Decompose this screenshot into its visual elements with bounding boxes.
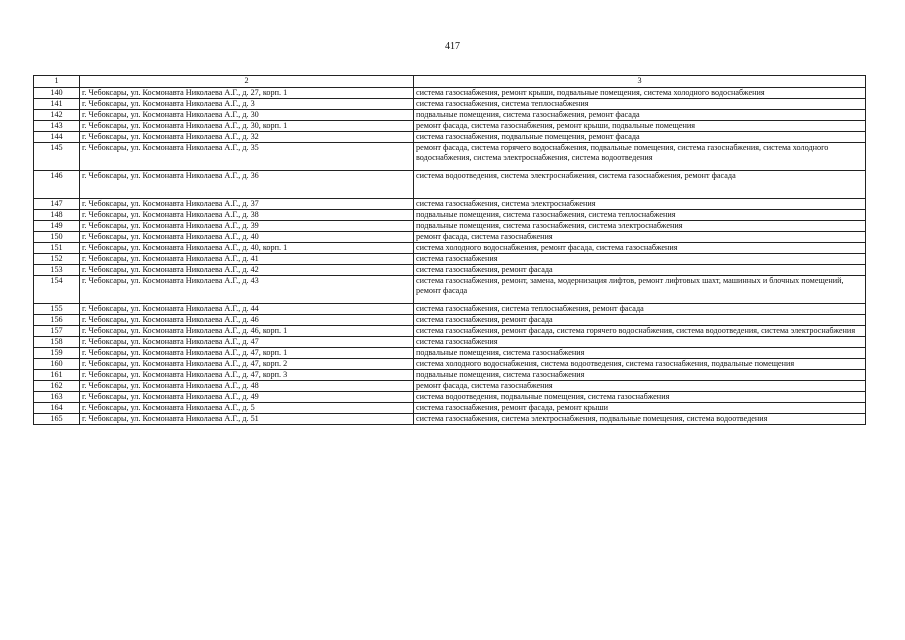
column-header-works: 3 (414, 76, 866, 88)
row-works-cell: ремонт фасада, система газоснабжения, ремонт крыши, подвальные помещения (414, 121, 866, 132)
row-works-cell: система холодного водоснабжения, ремонт фасада, система газоснабжения (414, 243, 866, 254)
row-works-cell: подвальные помещения, система газоснабжения (414, 348, 866, 359)
table-row (34, 171, 866, 199)
row-works-cell: система газоснабжения, система электроснабжения, подвальные помещения, система водоотведения (414, 414, 866, 425)
row-number-cell: 145 (34, 143, 80, 171)
row-number-cell: 152 (34, 254, 80, 265)
row-works-cell: система газоснабжения, система теплоснабжения, ремонт фасада (414, 304, 866, 315)
row-address-cell: г. Чебоксары, ул. Космонавта Николаева А.Г., д. 30, корп. 1 (80, 121, 414, 132)
row-works-cell: подвальные помещения, система газоснабжения, система электроснабжения (414, 221, 866, 232)
row-works-cell: система водоотведения, система электроснабжения, система газоснабжения, ремонт фасада (414, 171, 866, 199)
row-works-cell: система газоснабжения, ремонт фасада, ремонт крыши (414, 403, 866, 414)
row-number-cell: 155 (34, 304, 80, 315)
row-address-cell: г. Чебоксары, ул. Космонавта Николаева А.Г., д. 42 (80, 265, 414, 276)
row-works-cell: система газоснабжения, система электроснабжения (414, 199, 866, 210)
row-number-cell: 144 (34, 132, 80, 143)
row-number-cell: 150 (34, 232, 80, 243)
row-works-cell: система газоснабжения, ремонт фасада (414, 265, 866, 276)
table-row (34, 121, 866, 132)
row-address-cell: г. Чебоксары, ул. Космонавта Николаева А.Г., д. 5 (80, 403, 414, 414)
row-number-cell: 159 (34, 348, 80, 359)
row-address-cell: г. Чебоксары, ул. Космонавта Николаева А.Г., д. 43 (80, 276, 414, 304)
column-header-address: 2 (80, 76, 414, 88)
row-address-cell: г. Чебоксары, ул. Космонавта Николаева А.Г., д. 49 (80, 392, 414, 403)
table-row (34, 348, 866, 359)
row-works-cell: система газоснабжения (414, 337, 866, 348)
row-works-cell: система газоснабжения, ремонт, замена, модернизация лифтов, ремонт лифтовых шахт, машинных и блочных помещений, ремонт фасада (414, 276, 866, 304)
row-number-cell: 142 (34, 110, 80, 121)
row-address-cell: г. Чебоксары, ул. Космонавта Николаева А.Г., д. 36 (80, 171, 414, 199)
row-address-cell: г. Чебоксары, ул. Космонавта Николаева А.Г., д. 44 (80, 304, 414, 315)
row-address-cell: г. Чебоксары, ул. Космонавта Николаева А.Г., д. 51 (80, 414, 414, 425)
table-row (34, 243, 866, 254)
row-number-cell: 158 (34, 337, 80, 348)
column-header-number: 1 (34, 76, 80, 88)
row-address-cell: г. Чебоксары, ул. Космонавта Николаева А.Г., д. 40 (80, 232, 414, 243)
row-number-cell: 148 (34, 210, 80, 221)
table-row (34, 403, 866, 414)
table-row (34, 370, 866, 381)
row-address-cell: г. Чебоксары, ул. Космонавта Николаева А.Г., д. 3 (80, 99, 414, 110)
table-row (34, 210, 866, 221)
row-address-cell: г. Чебоксары, ул. Космонавта Николаева А.Г., д. 39 (80, 221, 414, 232)
row-works-cell: система водоотведения, подвальные помещения, система газоснабжения (414, 392, 866, 403)
row-number-cell: 164 (34, 403, 80, 414)
row-address-cell: г. Чебоксары, ул. Космонавта Николаева А.Г., д. 32 (80, 132, 414, 143)
row-address-cell: г. Чебоксары, ул. Космонавта Николаева А.Г., д. 40, корп. 1 (80, 243, 414, 254)
row-works-cell: ремонт фасада, система газоснабжения (414, 381, 866, 392)
address-works-table (33, 75, 866, 425)
table-row (34, 414, 866, 425)
row-address-cell: г. Чебоксары, ул. Космонавта Николаева А.Г., д. 35 (80, 143, 414, 171)
table-row (34, 304, 866, 315)
row-number-cell: 157 (34, 326, 80, 337)
row-number-cell: 161 (34, 370, 80, 381)
row-works-cell: система газоснабжения, система теплоснабжения (414, 99, 866, 110)
table-row (34, 276, 866, 304)
row-number-cell: 156 (34, 315, 80, 326)
row-works-cell: система газоснабжения, ремонт фасада (414, 315, 866, 326)
row-number-cell: 160 (34, 359, 80, 370)
row-works-cell: подвальные помещения, система газоснабжения (414, 370, 866, 381)
table-row (34, 110, 866, 121)
row-works-cell: подвальные помещения, система газоснабжения, ремонт фасада (414, 110, 866, 121)
table-row (34, 232, 866, 243)
row-address-cell: г. Чебоксары, ул. Космонавта Николаева А.Г., д. 47, корп. 1 (80, 348, 414, 359)
row-address-cell: г. Чебоксары, ул. Космонавта Николаева А.Г., д. 30 (80, 110, 414, 121)
table-header-row (34, 76, 866, 88)
row-number-cell: 154 (34, 276, 80, 304)
table-body (34, 88, 866, 425)
row-works-cell: система газоснабжения, ремонт крыши, подвальные помещения, система холодного водоснабжения (414, 88, 866, 99)
row-number-cell: 140 (34, 88, 80, 99)
row-address-cell: г. Чебоксары, ул. Космонавта Николаева А.Г., д. 47, корп. 3 (80, 370, 414, 381)
row-address-cell: г. Чебоксары, ул. Космонавта Николаева А.Г., д. 48 (80, 381, 414, 392)
row-number-cell: 162 (34, 381, 80, 392)
row-number-cell: 151 (34, 243, 80, 254)
table-row (34, 143, 866, 171)
table-row (34, 315, 866, 326)
page-number: 417 (445, 41, 460, 52)
row-number-cell: 146 (34, 171, 80, 199)
row-works-cell: система газоснабжения, подвальные помещения, ремонт фасада (414, 132, 866, 143)
row-address-cell: г. Чебоксары, ул. Космонавта Николаева А.Г., д. 46 (80, 315, 414, 326)
row-works-cell: система газоснабжения (414, 254, 866, 265)
table-row (34, 221, 866, 232)
table-row (34, 254, 866, 265)
row-address-cell: г. Чебоксары, ул. Космонавта Николаева А.Г., д. 41 (80, 254, 414, 265)
row-works-cell: ремонт фасада, система горячего водоснабжения, подвальные помещения, система газоснабжения, система холодного водоснабжения, система электроснабжения, система водоотведения (414, 143, 866, 171)
row-number-cell: 143 (34, 121, 80, 132)
table-row (34, 132, 866, 143)
row-works-cell: система газоснабжения, ремонт фасада, система горячего водоснабжения, система водоотведения, система электроснабжения (414, 326, 866, 337)
table-row (34, 88, 866, 99)
table-row (34, 337, 866, 348)
table-row (34, 381, 866, 392)
row-address-cell: г. Чебоксары, ул. Космонавта Николаева А.Г., д. 47 (80, 337, 414, 348)
row-works-cell: ремонт фасада, система газоснабжения (414, 232, 866, 243)
table-row (34, 265, 866, 276)
row-number-cell: 149 (34, 221, 80, 232)
row-address-cell: г. Чебоксары, ул. Космонавта Николаева А.Г., д. 47, корп. 2 (80, 359, 414, 370)
row-works-cell: подвальные помещения, система газоснабжения, система теплоснабжения (414, 210, 866, 221)
row-number-cell: 163 (34, 392, 80, 403)
row-number-cell: 153 (34, 265, 80, 276)
table-row (34, 199, 866, 210)
row-address-cell: г. Чебоксары, ул. Космонавта Николаева А.Г., д. 27, корп. 1 (80, 88, 414, 99)
table-row (34, 99, 866, 110)
table-row (34, 392, 866, 403)
row-number-cell: 141 (34, 99, 80, 110)
row-works-cell: система холодного водоснабжения, система водоотведения, система газоснабжения, подвальные помещения (414, 359, 866, 370)
row-address-cell: г. Чебоксары, ул. Космонавта Николаева А.Г., д. 37 (80, 199, 414, 210)
table-row (34, 359, 866, 370)
row-address-cell: г. Чебоксары, ул. Космонавта Николаева А.Г., д. 38 (80, 210, 414, 221)
row-number-cell: 165 (34, 414, 80, 425)
row-number-cell: 147 (34, 199, 80, 210)
table-row (34, 326, 866, 337)
row-address-cell: г. Чебоксары, ул. Космонавта Николаева А.Г., д. 46, корп. 1 (80, 326, 414, 337)
